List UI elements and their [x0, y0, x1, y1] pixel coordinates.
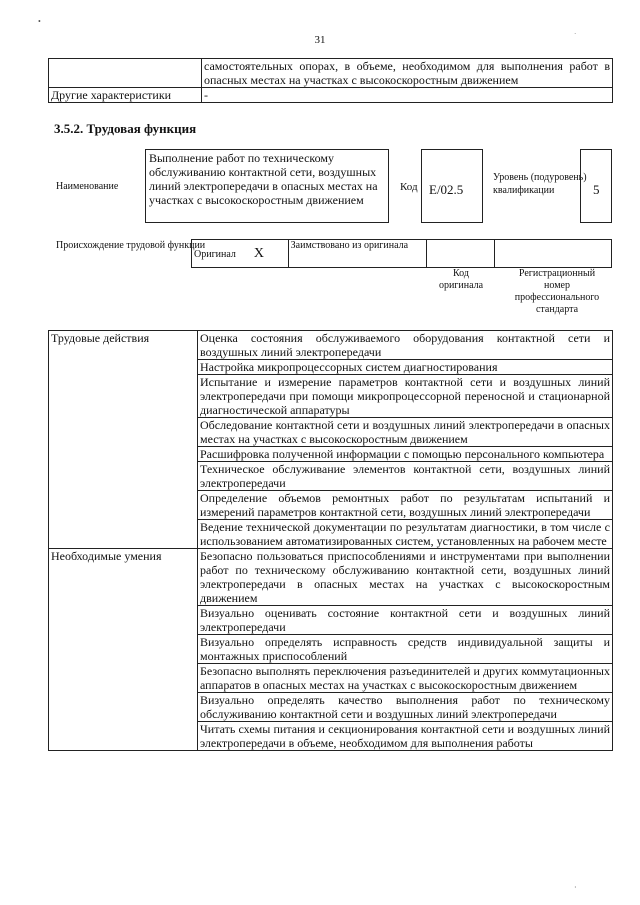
labor-actions-label: Трудовые действия	[49, 331, 198, 549]
table-row	[49, 331, 613, 360]
scan-mark: ·	[574, 30, 577, 38]
original-code-cell	[426, 240, 494, 268]
list-item: Безопасно выполнять переключения разъединителей и других коммутационных аппаратов в опасных местах на участках с высокоскоростным движением	[198, 664, 613, 693]
scan-mark: •	[38, 17, 41, 26]
required-skills-label: Необходимые умения	[49, 549, 198, 751]
list-item: Обследование контактной сети и воздушных линий электропередачи в опасных местах на участках с высокоскоростным движением	[198, 418, 613, 447]
reg-caption: Регистрационный номер профессионального стандарта	[514, 268, 600, 315]
level-value: 5	[580, 149, 612, 223]
reg-number-cell	[494, 240, 611, 268]
list-item: Безопасно пользоваться приспособлениями и инструментами при выполнении работ по техническому обслуживанию контактной сети, воздушных линий электропередачи в опасных местах на участках с высокоскоростным движением	[198, 549, 613, 606]
original-label: Оригинал	[194, 248, 236, 260]
section-heading: 3.5.2. Трудовая функция	[54, 121, 197, 136]
code-label: Код	[400, 181, 418, 193]
list-item: Визуально определять исправность средств индивидуальной защиты и монтажных приспособлений	[198, 635, 613, 664]
original-cell	[192, 240, 289, 268]
list-item: Расшифровка полученной информации с помощью персонального компьютера	[198, 447, 613, 462]
continuation-table	[48, 58, 613, 103]
page-number: 31	[314, 34, 326, 46]
row-label: Другие характеристики	[49, 88, 202, 103]
list-item: Ведение технической документации по результатам диагностики, в том числе с использованием автоматизированных систем, установленных на рабочем месте	[198, 520, 613, 549]
list-item: Визуально оценивать состояние контактной сети и воздушных линий электропередачи	[198, 606, 613, 635]
code-caption: Код оригинала	[438, 268, 484, 291]
list-item: Испытание и измерение параметров контактной сети и воздушных линий электропередачи при помощи микропроцессорной переносной и стационарной диагностической аппаратуры	[198, 375, 613, 418]
row-text: самостоятельных опорах, в объеме, необходимом для выполнения работ в опасных местах на участках с высокоскоростным движением	[202, 59, 613, 88]
list-item: Определение объемов ремонтных работ по результатам испытаний и измерений параметров контактной сети, воздушных линий электропередачи	[198, 491, 613, 520]
row-label	[49, 59, 202, 88]
borrowed-label: Заимствовано из оригинала	[288, 240, 426, 268]
origin-label: Происхождение трудовой функции	[56, 240, 206, 251]
original-mark: X	[253, 245, 265, 261]
table-row	[192, 240, 612, 268]
table-row	[49, 88, 613, 103]
list-item: Оценка состояния обслуживаемого оборудования контактной сети и воздушных линий электропередачи	[198, 331, 613, 360]
table-row	[49, 549, 613, 606]
table-row	[49, 59, 613, 88]
list-item: Визуально определять качество выполнения работ по техническому обслуживанию контактной сети и воздушных линий электропередачи	[198, 693, 613, 722]
scan-mark: ·	[574, 883, 577, 892]
list-item: Читать схемы питания и секционирования контактной сети и воздушных линий электропередачи в объеме, необходимом для выполнения работы	[198, 722, 613, 751]
name-label: Наименование	[56, 181, 119, 192]
function-code: E/02.5	[421, 149, 483, 223]
list-item: Настройка микропроцессорных систем диагностирования	[198, 360, 613, 375]
row-text: -	[202, 88, 613, 103]
origin-table	[191, 239, 612, 268]
list-item: Техническое обслуживание элементов контактной сети, воздушных линий электропередачи	[198, 462, 613, 491]
function-name: Выполнение работ по техническому обслуживанию контактной сети, воздушных линий электропередачи в опасных местах на участках с высокоскоростным движением	[145, 149, 389, 223]
level-label: Уровень (подуровень) квалификации	[493, 172, 587, 196]
details-table	[48, 330, 613, 751]
